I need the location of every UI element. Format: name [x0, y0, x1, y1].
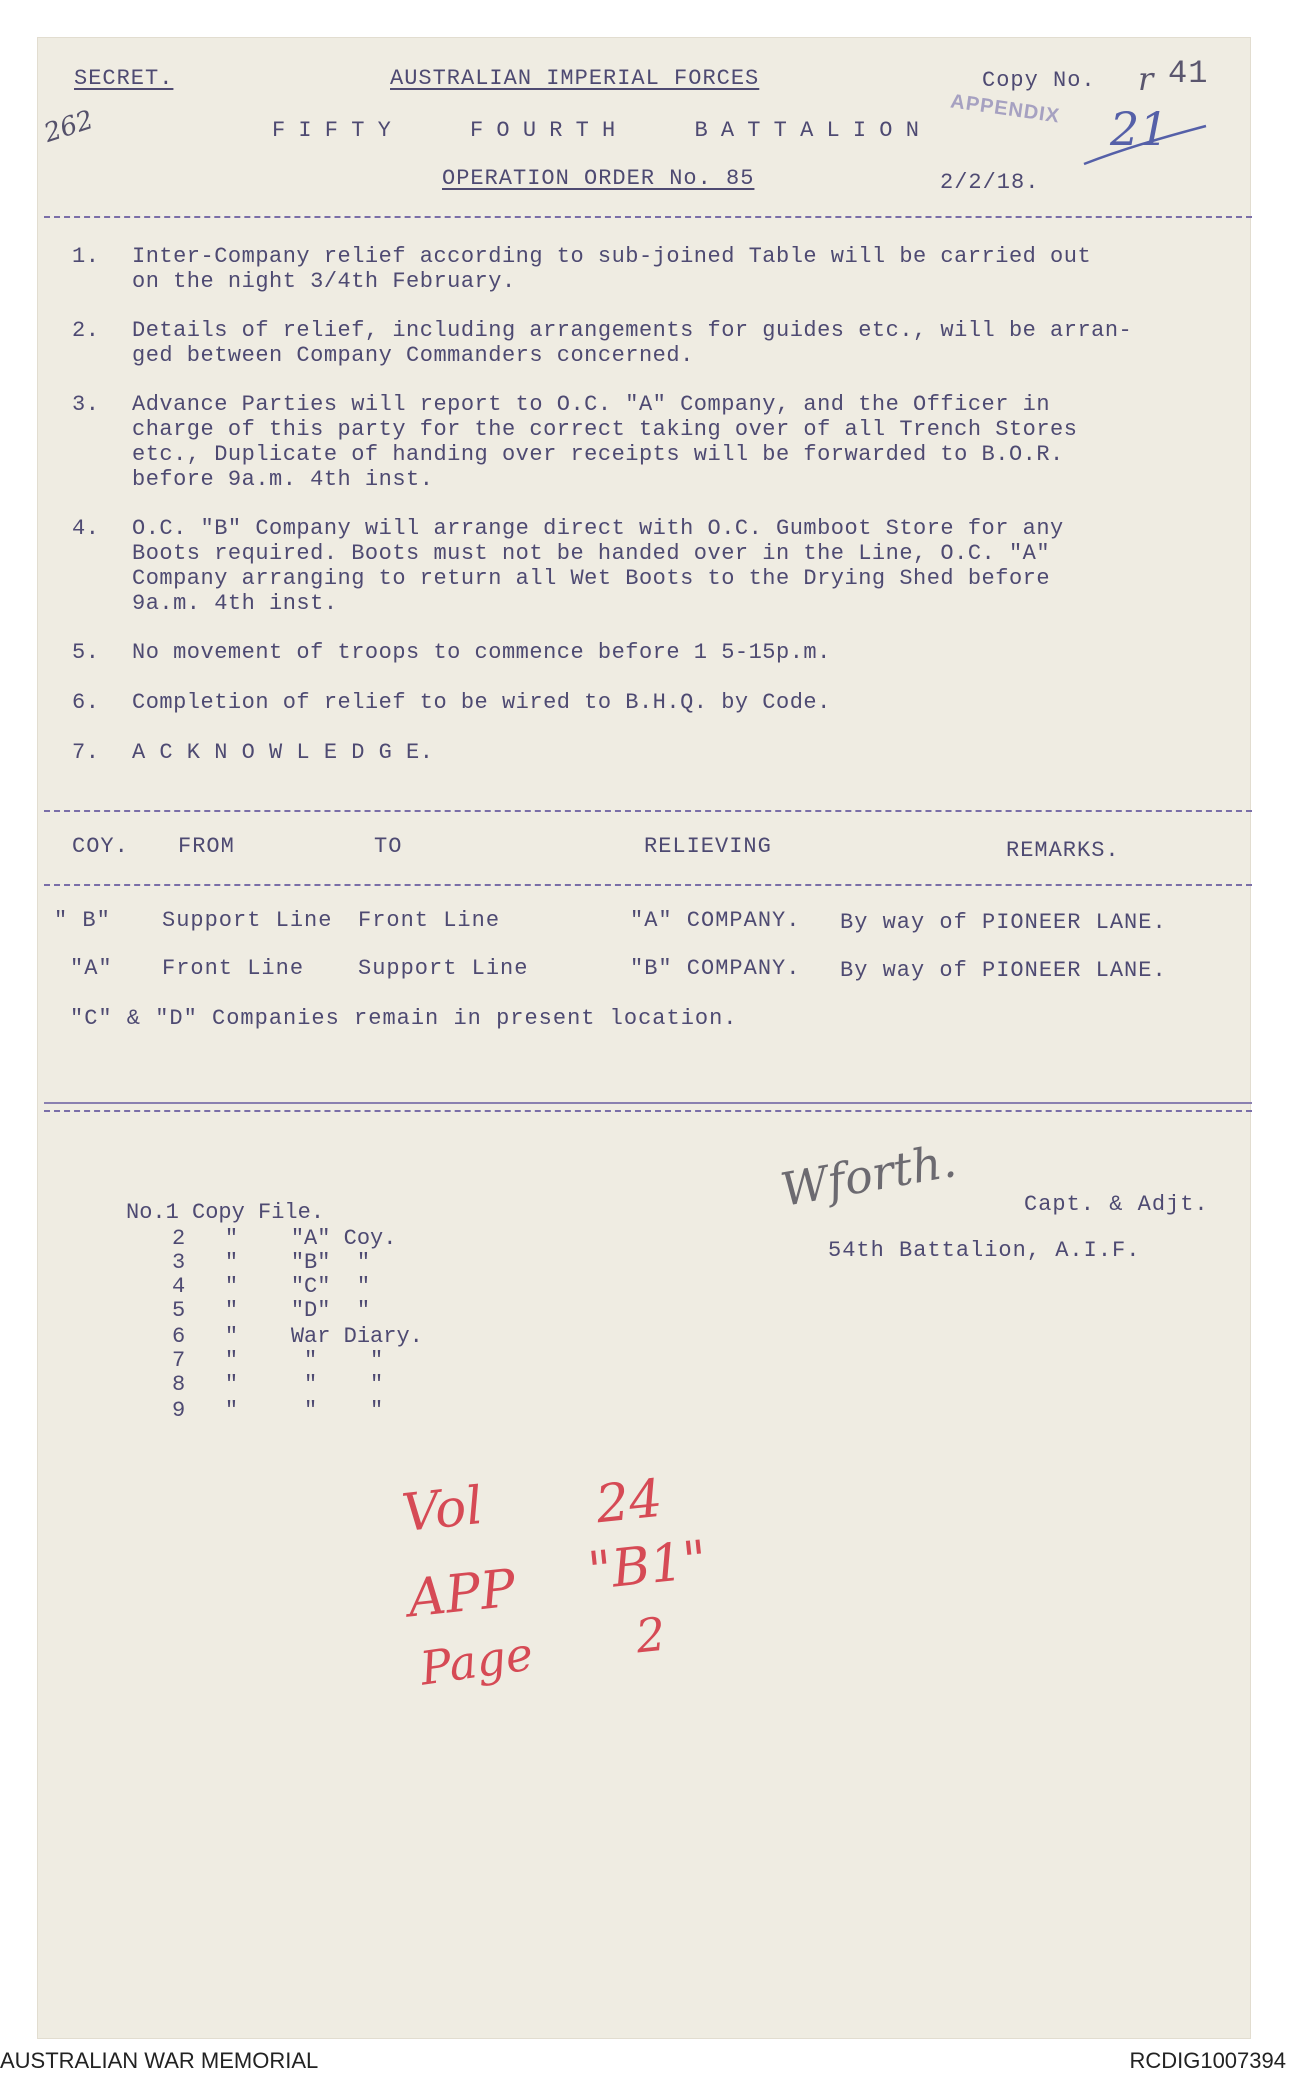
- copy-number: 9: [172, 1398, 186, 1423]
- handwritten-signature: Wforth.: [776, 1133, 961, 1217]
- appendix-stamp: APPENDIX: [949, 90, 1062, 128]
- paragraph-number: 7.: [72, 740, 100, 765]
- paragraph-4: [72, 516, 1064, 616]
- copy-number: 3: [172, 1250, 186, 1275]
- annotation-appendix-ref: "B1": [585, 1529, 710, 1603]
- footer-reference: RCDIG1007394: [1129, 2048, 1286, 2073]
- list-item: [172, 1300, 370, 1322]
- table-cell-relieving: "B" COMPANY.: [630, 956, 801, 981]
- list-item: [126, 1202, 324, 1224]
- copy-recipient: " "B" ": [224, 1250, 371, 1275]
- copy-recipient: " "D" ": [224, 1298, 371, 1323]
- appendix-underline: [1080, 120, 1210, 170]
- table-cell-relieving: "A" COMPANY.: [630, 908, 801, 933]
- copy-number: 7: [172, 1348, 186, 1373]
- list-item: [172, 1400, 383, 1422]
- paragraph-2: [72, 318, 1133, 393]
- table-cell-from: Front Line: [162, 956, 305, 981]
- paragraph-number: 1.: [72, 244, 100, 269]
- copy-recipient: " "A" Coy.: [224, 1226, 397, 1251]
- copy-recipient: " "C" ": [224, 1274, 371, 1299]
- battalion-heading: F I F T Y F O U R T H B A T T A L I O N: [272, 118, 919, 143]
- paragraph-text: Inter-Company relief according to sub-joined Table will be carried out on the night 3/4th February.: [132, 244, 1092, 294]
- appendix-hand-number: 21: [1110, 102, 1169, 156]
- paragraph-number: 4.: [72, 516, 100, 541]
- table-cell-remarks: By way of PIONEER LANE.: [840, 910, 1167, 935]
- table-cell-remarks: By way of PIONEER LANE.: [840, 958, 1167, 983]
- signature-unit: 54th Battalion, A.I.F.: [828, 1238, 1141, 1263]
- table-note: "C" & "D" Companies remain in present location.: [70, 1006, 738, 1031]
- table-top-divider: [44, 810, 1252, 812]
- paragraph-number: 5.: [72, 640, 100, 665]
- table-cell-coy: "A": [70, 956, 113, 981]
- table-bottom-divider: [44, 1102, 1252, 1104]
- copy-number-mark: r: [1138, 60, 1154, 98]
- annotation-volume-number: 24: [593, 1468, 666, 1536]
- list-item: [172, 1276, 370, 1298]
- annotation-volume: Vol: [399, 1475, 486, 1545]
- paragraph-text: Details of relief, including arrangements for guides etc., will be arran- ged between Company Commanders concerned.: [132, 318, 1133, 368]
- copy-number: 6: [172, 1324, 186, 1349]
- table-cell-from: Support Line: [162, 908, 333, 933]
- copy-number-value: 41: [1168, 55, 1209, 92]
- copy-recipient: " " ": [224, 1348, 384, 1373]
- paragraph-number: 3.: [72, 392, 100, 417]
- copy-number: 4: [172, 1274, 186, 1299]
- list-item: [172, 1228, 396, 1250]
- paragraph-text: Advance Parties will report to O.C. "A" Company, and the Officer in charge of this party for the correct taking over of all Trench Stores etc., Duplicate of handing over receipts will be forwarded to B.O.R. before 9a.m. 4th inst.: [132, 392, 1078, 492]
- table-bottom-divider-2: [44, 1110, 1252, 1112]
- header-divider: [44, 216, 1252, 218]
- paragraph-text: Completion of relief to be wired to B.H.Q. by Code.: [132, 690, 831, 715]
- table-cell-to: Front Line: [358, 908, 501, 933]
- paragraph-1: [72, 244, 1092, 319]
- table-header-to: TO: [374, 834, 403, 859]
- copy-recipient: " " ": [224, 1398, 384, 1423]
- copy-recipient: Copy File.: [192, 1200, 325, 1225]
- copy-recipient: " War Diary.: [224, 1324, 423, 1349]
- secret-label: SECRET.: [74, 66, 174, 91]
- list-item: [172, 1326, 423, 1348]
- order-date: 2/2/18.: [940, 170, 1040, 195]
- list-item: [172, 1350, 383, 1372]
- annotation-page: Page: [416, 1626, 537, 1696]
- copy-number-label: Copy No.: [982, 68, 1096, 93]
- annotation-appendix: APP: [405, 1558, 519, 1630]
- table-cell-coy: " B": [54, 908, 111, 933]
- organization-heading: AUSTRALIAN IMPERIAL FORCES: [390, 66, 760, 91]
- table-header-remarks: REMARKS.: [1006, 838, 1120, 863]
- copy-number: No.1: [126, 1200, 179, 1225]
- paragraph-number: 2.: [72, 318, 100, 343]
- copy-number: 8: [172, 1372, 186, 1397]
- margin-reference-number: 262: [40, 105, 98, 149]
- table-header-divider: [44, 884, 1252, 886]
- paragraph-text: No movement of troops to commence before 1 5-15p.m.: [132, 640, 831, 665]
- list-item: [172, 1374, 383, 1396]
- table-header-coy: COY.: [72, 834, 129, 859]
- list-item: [172, 1252, 370, 1274]
- footer-source: AUSTRALIAN WAR MEMORIAL: [0, 2048, 319, 2073]
- table-cell-to: Support Line: [358, 956, 529, 981]
- paragraph-text: O.C. "B" Company will arrange direct with O.C. Gumboot Store for any Boots required. Boots must not be handed over in the Line, O.C. "A" Company arranging to return all Wet Boots to the Drying Shed before 9a.m. 4th inst.: [132, 516, 1064, 616]
- copy-number: 2: [172, 1226, 186, 1251]
- paragraph-3: [72, 392, 1078, 492]
- table-header-relieving: RELIEVING: [644, 834, 772, 859]
- operation-order-title: OPERATION ORDER No. 85: [442, 166, 755, 191]
- signature-title: Capt. & Adjt.: [1024, 1192, 1209, 1217]
- copy-number: 5: [172, 1298, 186, 1323]
- paragraph-7: [72, 740, 434, 815]
- paragraph-number: 6.: [72, 690, 100, 715]
- annotation-page-number: 2: [633, 1606, 669, 1664]
- copy-recipient: " " ": [224, 1372, 384, 1397]
- table-header-from: FROM: [178, 834, 235, 859]
- paragraph-text: A C K N O W L E D G E.: [132, 740, 434, 765]
